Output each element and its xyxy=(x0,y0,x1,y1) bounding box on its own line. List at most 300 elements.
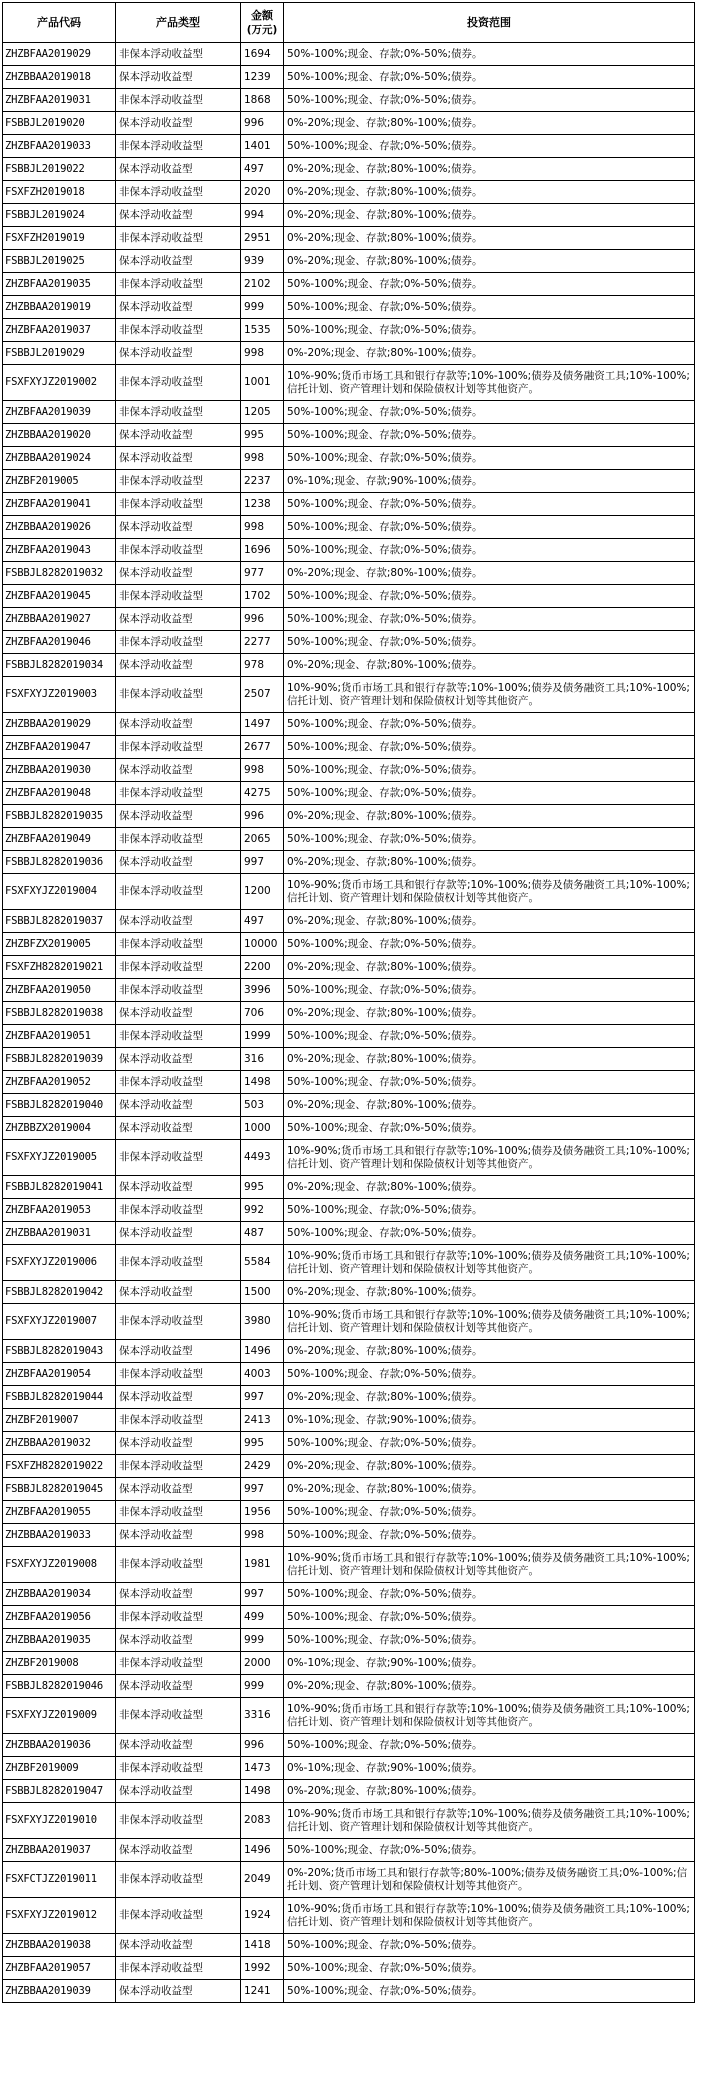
table-row xyxy=(3,1980,695,2003)
product-code-cell: FSBBJL8282019032 xyxy=(3,562,116,585)
product-type-cell: 非保本浮动收益型 xyxy=(116,736,241,759)
table-row xyxy=(3,1025,695,1048)
product-type-cell: 保本浮动收益型 xyxy=(116,1386,241,1409)
product-code-cell: ZHZBBAA2019039 xyxy=(3,1980,116,2003)
product-type-cell: 保本浮动收益型 xyxy=(116,1629,241,1652)
amount-cell: 1535 xyxy=(241,319,284,342)
product-type-cell: 非保本浮动收益型 xyxy=(116,933,241,956)
product-code-cell: FSXFXYJZ2019002 xyxy=(3,365,116,401)
amount-cell: 994 xyxy=(241,204,284,227)
product-code-cell: ZHZBBAA2019036 xyxy=(3,1734,116,1757)
investment-range-cell: 0%-20%;现金、存款;80%-100%;债券。 xyxy=(284,1048,695,1071)
product-type-cell: 保本浮动收益型 xyxy=(116,112,241,135)
table-row xyxy=(3,342,695,365)
product-type-cell: 非保本浮动收益型 xyxy=(116,401,241,424)
investment-range-cell: 0%-20%;现金、存款;80%-100%;债券。 xyxy=(284,181,695,204)
amount-cell: 1981 xyxy=(241,1547,284,1583)
investment-range-cell: 50%-100%;现金、存款;0%-50%;债券。 xyxy=(284,89,695,112)
table-row xyxy=(3,1409,695,1432)
product-code-cell: FSXFXYJZ2019012 xyxy=(3,1898,116,1934)
table-row xyxy=(3,979,695,1002)
product-code-cell: FSBBJL8282019039 xyxy=(3,1048,116,1071)
investment-range-cell: 0%-10%;现金、存款;90%-100%;债券。 xyxy=(284,470,695,493)
investment-range-cell: 0%-10%;现金、存款;90%-100%;债券。 xyxy=(284,1409,695,1432)
investment-range-cell: 0%-20%;现金、存款;80%-100%;债券。 xyxy=(284,204,695,227)
product-type-cell: 非保本浮动收益型 xyxy=(116,1363,241,1386)
amount-cell: 10000 xyxy=(241,933,284,956)
product-type-cell: 保本浮动收益型 xyxy=(116,1675,241,1698)
product-code-cell: FSBBJL2019020 xyxy=(3,112,116,135)
product-type-cell: 非保本浮动收益型 xyxy=(116,89,241,112)
amount-cell: 939 xyxy=(241,250,284,273)
amount-cell: 1956 xyxy=(241,1501,284,1524)
investment-range-cell: 50%-100%;现金、存款;0%-50%;债券。 xyxy=(284,424,695,447)
table-row xyxy=(3,654,695,677)
amount-cell: 1496 xyxy=(241,1839,284,1862)
table-row xyxy=(3,1698,695,1734)
table-header xyxy=(3,3,695,43)
table-row xyxy=(3,112,695,135)
product-type-cell: 非保本浮动收益型 xyxy=(116,1862,241,1898)
product-type-cell: 保本浮动收益型 xyxy=(116,1780,241,1803)
table-row xyxy=(3,631,695,654)
product-type-cell: 保本浮动收益型 xyxy=(116,1002,241,1025)
amount-cell: 497 xyxy=(241,158,284,181)
investment-range-cell: 50%-100%;现金、存款;0%-50%;债券。 xyxy=(284,493,695,516)
product-code-cell: ZHZBBAA2019031 xyxy=(3,1222,116,1245)
investment-range-cell: 0%-10%;现金、存款;90%-100%;债券。 xyxy=(284,1652,695,1675)
investment-range-cell: 50%-100%;现金、存款;0%-50%;债券。 xyxy=(284,1432,695,1455)
product-type-cell: 非保本浮动收益型 xyxy=(116,1803,241,1839)
table-row xyxy=(3,1501,695,1524)
amount-cell: 2507 xyxy=(241,677,284,713)
product-code-cell: FSBBJL8282019047 xyxy=(3,1780,116,1803)
table-row xyxy=(3,66,695,89)
amount-cell: 996 xyxy=(241,112,284,135)
product-code-cell: ZHZBFAA2019057 xyxy=(3,1957,116,1980)
product-code-cell: ZHZBFAA2019046 xyxy=(3,631,116,654)
table-row xyxy=(3,1547,695,1583)
product-type-cell: 非保本浮动收益型 xyxy=(116,956,241,979)
header-range: 投资范围 xyxy=(284,3,695,43)
product-code-cell: FSXFZH2019019 xyxy=(3,227,116,250)
product-type-cell: 非保本浮动收益型 xyxy=(116,539,241,562)
amount-cell: 2020 xyxy=(241,181,284,204)
table-row xyxy=(3,1629,695,1652)
amount-cell: 487 xyxy=(241,1222,284,1245)
investment-range-cell: 50%-100%;现金、存款;0%-50%;债券。 xyxy=(284,713,695,736)
table-row xyxy=(3,1340,695,1363)
investment-range-cell: 50%-100%;现金、存款;0%-50%;债券。 xyxy=(284,759,695,782)
product-code-cell: ZHZBFAA2019054 xyxy=(3,1363,116,1386)
investment-range-cell: 50%-100%;现金、存款;0%-50%;债券。 xyxy=(284,828,695,851)
product-type-cell: 非保本浮动收益型 xyxy=(116,470,241,493)
table-row xyxy=(3,1652,695,1675)
investment-range-cell: 10%-90%;货币市场工具和银行存款等;10%-100%;债券及债务融资工具;10%-100%;信托计划、资产管理计划和保险债权计划等其他资产。 xyxy=(284,677,695,713)
investment-range-cell: 10%-90%;货币市场工具和银行存款等;10%-100%;债券及债务融资工具;10%-100%;信托计划、资产管理计划和保险债权计划等其他资产。 xyxy=(284,1245,695,1281)
amount-cell: 998 xyxy=(241,516,284,539)
product-type-cell: 非保本浮动收益型 xyxy=(116,1957,241,1980)
investment-range-cell: 50%-100%;现金、存款;0%-50%;债券。 xyxy=(284,1117,695,1140)
investment-range-cell: 50%-100%;现金、存款;0%-50%;债券。 xyxy=(284,1583,695,1606)
investment-range-cell: 0%-20%;现金、存款;80%-100%;债券。 xyxy=(284,112,695,135)
table-row xyxy=(3,43,695,66)
product-type-cell: 保本浮动收益型 xyxy=(116,1048,241,1071)
amount-cell: 1418 xyxy=(241,1934,284,1957)
amount-cell: 995 xyxy=(241,1432,284,1455)
product-type-cell: 非保本浮动收益型 xyxy=(116,631,241,654)
product-code-cell: ZHZBFAA2019051 xyxy=(3,1025,116,1048)
investment-range-cell: 0%-20%;现金、存款;80%-100%;债券。 xyxy=(284,562,695,585)
investment-range-cell: 10%-90%;货币市场工具和银行存款等;10%-100%;债券及债务融资工具;10%-100%;信托计划、资产管理计划和保险债权计划等其他资产。 xyxy=(284,1803,695,1839)
product-code-cell: FSBBJL8282019042 xyxy=(3,1281,116,1304)
amount-cell: 996 xyxy=(241,608,284,631)
table-row xyxy=(3,319,695,342)
product-type-cell: 保本浮动收益型 xyxy=(116,654,241,677)
table-row xyxy=(3,1176,695,1199)
product-code-cell: FSBBJL8282019034 xyxy=(3,654,116,677)
investment-range-cell: 50%-100%;现金、存款;0%-50%;债券。 xyxy=(284,1980,695,2003)
investment-range-cell: 0%-20%;现金、存款;80%-100%;债券。 xyxy=(284,956,695,979)
amount-cell: 999 xyxy=(241,296,284,319)
amount-cell: 2413 xyxy=(241,1409,284,1432)
product-code-cell: ZHZBBAA2019027 xyxy=(3,608,116,631)
amount-cell: 1000 xyxy=(241,1117,284,1140)
amount-cell: 997 xyxy=(241,1478,284,1501)
investment-range-cell: 50%-100%;现金、存款;0%-50%;债券。 xyxy=(284,516,695,539)
product-type-cell: 非保本浮动收益型 xyxy=(116,1757,241,1780)
investment-range-cell: 0%-20%;现金、存款;80%-100%;债券。 xyxy=(284,1478,695,1501)
amount-cell: 2429 xyxy=(241,1455,284,1478)
amount-cell: 1992 xyxy=(241,1957,284,1980)
amount-cell: 5584 xyxy=(241,1245,284,1281)
investment-range-cell: 0%-20%;现金、存款;80%-100%;债券。 xyxy=(284,1094,695,1117)
product-code-cell: ZHZBBAA2019038 xyxy=(3,1934,116,1957)
table-row xyxy=(3,1386,695,1409)
table-row xyxy=(3,1222,695,1245)
amount-cell: 992 xyxy=(241,1199,284,1222)
investment-range-cell: 50%-100%;现金、存款;0%-50%;债券。 xyxy=(284,736,695,759)
amount-cell: 1200 xyxy=(241,874,284,910)
product-type-cell: 非保本浮动收益型 xyxy=(116,585,241,608)
investment-range-cell: 50%-100%;现金、存款;0%-50%;债券。 xyxy=(284,273,695,296)
product-code-cell: ZHZBF2019007 xyxy=(3,1409,116,1432)
table-row xyxy=(3,365,695,401)
investment-range-cell: 50%-100%;现金、存款;0%-50%;债券。 xyxy=(284,1629,695,1652)
product-code-cell: ZHZBBAA2019024 xyxy=(3,447,116,470)
investment-range-cell: 10%-90%;货币市场工具和银行存款等;10%-100%;债券及债务融资工具;10%-100%;信托计划、资产管理计划和保险债权计划等其他资产。 xyxy=(284,1898,695,1934)
product-code-cell: ZHZBF2019008 xyxy=(3,1652,116,1675)
table-row xyxy=(3,539,695,562)
table-row xyxy=(3,1757,695,1780)
product-code-cell: FSBBJL8282019038 xyxy=(3,1002,116,1025)
product-type-cell: 非保本浮动收益型 xyxy=(116,828,241,851)
amount-cell: 999 xyxy=(241,1675,284,1698)
product-code-cell: ZHZBFAA2019052 xyxy=(3,1071,116,1094)
investment-range-cell: 0%-20%;现金、存款;80%-100%;债券。 xyxy=(284,1780,695,1803)
investment-range-cell: 0%-20%;货币市场工具和银行存款等;80%-100%;债券及债务融资工具;0%-100%;信托计划、资产管理计划和保险债权计划等其他资产。 xyxy=(284,1862,695,1898)
table-row xyxy=(3,828,695,851)
table-row xyxy=(3,1432,695,1455)
investment-range-cell: 0%-20%;现金、存款;80%-100%;债券。 xyxy=(284,1176,695,1199)
product-code-cell: FSBBJL2019025 xyxy=(3,250,116,273)
product-table xyxy=(2,2,695,2003)
product-type-cell: 非保本浮动收益型 xyxy=(116,677,241,713)
product-code-cell: FSBBJL2019029 xyxy=(3,342,116,365)
investment-range-cell: 0%-20%;现金、存款;80%-100%;债券。 xyxy=(284,1675,695,1698)
product-type-cell: 非保本浮动收益型 xyxy=(116,1245,241,1281)
product-code-cell: ZHZBFAA2019039 xyxy=(3,401,116,424)
table-body xyxy=(3,43,695,2003)
product-code-cell: FSBBJL2019022 xyxy=(3,158,116,181)
table-row xyxy=(3,273,695,296)
table-row xyxy=(3,1957,695,1980)
investment-range-cell: 50%-100%;现金、存款;0%-50%;债券。 xyxy=(284,401,695,424)
table-row xyxy=(3,910,695,933)
investment-range-cell: 10%-90%;货币市场工具和银行存款等;10%-100%;债券及债务融资工具;10%-100%;信托计划、资产管理计划和保险债权计划等其他资产。 xyxy=(284,1140,695,1176)
product-code-cell: ZHZBFAA2019041 xyxy=(3,493,116,516)
product-type-cell: 保本浮动收益型 xyxy=(116,158,241,181)
product-type-cell: 保本浮动收益型 xyxy=(116,1176,241,1199)
amount-cell: 1205 xyxy=(241,401,284,424)
table-row xyxy=(3,562,695,585)
product-code-cell: FSXFXYJZ2019007 xyxy=(3,1304,116,1340)
amount-cell: 1500 xyxy=(241,1281,284,1304)
table-row xyxy=(3,1734,695,1757)
table-row xyxy=(3,493,695,516)
product-code-cell: ZHZBFZX2019005 xyxy=(3,933,116,956)
investment-range-cell: 50%-100%;现金、存款;0%-50%;债券。 xyxy=(284,933,695,956)
product-code-cell: ZHZBBAA2019018 xyxy=(3,66,116,89)
product-type-cell: 非保本浮动收益型 xyxy=(116,1698,241,1734)
investment-range-cell: 0%-20%;现金、存款;80%-100%;债券。 xyxy=(284,1455,695,1478)
investment-range-cell: 0%-20%;现金、存款;80%-100%;债券。 xyxy=(284,250,695,273)
product-type-cell: 非保本浮动收益型 xyxy=(116,1652,241,1675)
table-row xyxy=(3,1281,695,1304)
table-row xyxy=(3,1363,695,1386)
investment-range-cell: 50%-100%;现金、存款;0%-50%;债券。 xyxy=(284,319,695,342)
investment-range-cell: 50%-100%;现金、存款;0%-50%;债券。 xyxy=(284,1222,695,1245)
amount-cell: 3980 xyxy=(241,1304,284,1340)
table-row xyxy=(3,1304,695,1340)
table-row xyxy=(3,204,695,227)
product-type-cell: 保本浮动收益型 xyxy=(116,851,241,874)
amount-cell: 4003 xyxy=(241,1363,284,1386)
investment-range-cell: 50%-100%;现金、存款;0%-50%;债券。 xyxy=(284,296,695,319)
product-code-cell: ZHZBFAA2019031 xyxy=(3,89,116,112)
amount-cell: 997 xyxy=(241,851,284,874)
product-type-cell: 非保本浮动收益型 xyxy=(116,782,241,805)
product-code-cell: FSBBJL8282019041 xyxy=(3,1176,116,1199)
investment-range-cell: 50%-100%;现金、存款;0%-50%;债券。 xyxy=(284,43,695,66)
amount-cell: 1999 xyxy=(241,1025,284,1048)
product-type-cell: 保本浮动收益型 xyxy=(116,1583,241,1606)
investment-range-cell: 10%-90%;货币市场工具和银行存款等;10%-100%;债券及债务融资工具;10%-100%;信托计划、资产管理计划和保险债权计划等其他资产。 xyxy=(284,1304,695,1340)
product-type-cell: 保本浮动收益型 xyxy=(116,1734,241,1757)
table-row xyxy=(3,1245,695,1281)
product-code-cell: ZHZBBAA2019020 xyxy=(3,424,116,447)
product-type-cell: 非保本浮动收益型 xyxy=(116,273,241,296)
investment-range-cell: 50%-100%;现金、存款;0%-50%;债券。 xyxy=(284,1199,695,1222)
table-row xyxy=(3,1117,695,1140)
amount-cell: 4275 xyxy=(241,782,284,805)
table-row xyxy=(3,1839,695,1862)
product-type-cell: 非保本浮动收益型 xyxy=(116,1547,241,1583)
product-type-cell: 保本浮动收益型 xyxy=(116,759,241,782)
table-row xyxy=(3,1478,695,1501)
product-type-cell: 保本浮动收益型 xyxy=(116,805,241,828)
product-type-cell: 非保本浮动收益型 xyxy=(116,135,241,158)
table-row xyxy=(3,1583,695,1606)
table-row xyxy=(3,1199,695,1222)
investment-range-cell: 50%-100%;现金、存款;0%-50%;债券。 xyxy=(284,66,695,89)
product-code-cell: FSXFXYJZ2019006 xyxy=(3,1245,116,1281)
header-code: 产品代码 xyxy=(3,3,116,43)
product-code-cell: ZHZBBAA2019035 xyxy=(3,1629,116,1652)
investment-range-cell: 0%-20%;现金、存款;80%-100%;债券。 xyxy=(284,654,695,677)
investment-range-cell: 50%-100%;现金、存款;0%-50%;债券。 xyxy=(284,447,695,470)
product-type-cell: 保本浮动收益型 xyxy=(116,447,241,470)
product-type-cell: 保本浮动收益型 xyxy=(116,424,241,447)
table-row xyxy=(3,1934,695,1957)
header-amount-unit: (万元) xyxy=(246,23,278,36)
product-code-cell: ZHZBFAA2019056 xyxy=(3,1606,116,1629)
product-type-cell: 保本浮动收益型 xyxy=(116,1117,241,1140)
product-code-cell: ZHZBBAA2019026 xyxy=(3,516,116,539)
table-row xyxy=(3,608,695,631)
investment-range-cell: 0%-20%;现金、存款;80%-100%;债券。 xyxy=(284,1340,695,1363)
product-type-cell: 保本浮动收益型 xyxy=(116,1524,241,1547)
amount-cell: 977 xyxy=(241,562,284,585)
product-type-cell: 保本浮动收益型 xyxy=(116,1839,241,1862)
product-type-cell: 保本浮动收益型 xyxy=(116,1281,241,1304)
product-type-cell: 非保本浮动收益型 xyxy=(116,1501,241,1524)
product-code-cell: ZHZBFAA2019035 xyxy=(3,273,116,296)
amount-cell: 503 xyxy=(241,1094,284,1117)
product-type-cell: 非保本浮动收益型 xyxy=(116,493,241,516)
table-row xyxy=(3,1862,695,1898)
table-row xyxy=(3,1780,695,1803)
investment-range-cell: 0%-20%;现金、存款;80%-100%;债券。 xyxy=(284,227,695,250)
table-row xyxy=(3,956,695,979)
product-code-cell: FSXFXYJZ2019010 xyxy=(3,1803,116,1839)
amount-cell: 1496 xyxy=(241,1340,284,1363)
product-type-cell: 非保本浮动收益型 xyxy=(116,319,241,342)
product-type-cell: 非保本浮动收益型 xyxy=(116,979,241,1002)
product-code-cell: ZHZBFAA2019050 xyxy=(3,979,116,1002)
product-code-cell: FSBBJL2019024 xyxy=(3,204,116,227)
product-code-cell: ZHZBFAA2019053 xyxy=(3,1199,116,1222)
amount-cell: 995 xyxy=(241,1176,284,1199)
amount-cell: 4493 xyxy=(241,1140,284,1176)
amount-cell: 999 xyxy=(241,1629,284,1652)
product-code-cell: FSBBJL8282019035 xyxy=(3,805,116,828)
amount-cell: 499 xyxy=(241,1606,284,1629)
amount-cell: 998 xyxy=(241,759,284,782)
amount-cell: 706 xyxy=(241,1002,284,1025)
amount-cell: 1241 xyxy=(241,1980,284,2003)
product-type-cell: 非保本浮动收益型 xyxy=(116,227,241,250)
investment-range-cell: 50%-100%;现金、存款;0%-50%;债券。 xyxy=(284,608,695,631)
amount-cell: 1238 xyxy=(241,493,284,516)
table-row xyxy=(3,296,695,319)
table-row xyxy=(3,933,695,956)
investment-range-cell: 0%-20%;现金、存款;80%-100%;债券。 xyxy=(284,158,695,181)
product-type-cell: 非保本浮动收益型 xyxy=(116,1140,241,1176)
table-row xyxy=(3,1140,695,1176)
amount-cell: 2102 xyxy=(241,273,284,296)
investment-range-cell: 50%-100%;现金、存款;0%-50%;债券。 xyxy=(284,1524,695,1547)
product-code-cell: FSXFXYJZ2019005 xyxy=(3,1140,116,1176)
product-type-cell: 非保本浮动收益型 xyxy=(116,874,241,910)
product-type-cell: 非保本浮动收益型 xyxy=(116,1409,241,1432)
investment-range-cell: 10%-90%;货币市场工具和银行存款等;10%-100%;债券及债务融资工具;10%-100%;信托计划、资产管理计划和保险债权计划等其他资产。 xyxy=(284,1698,695,1734)
product-type-cell: 非保本浮动收益型 xyxy=(116,1304,241,1340)
investment-range-cell: 0%-20%;现金、存款;80%-100%;债券。 xyxy=(284,1281,695,1304)
product-type-cell: 非保本浮动收益型 xyxy=(116,1199,241,1222)
product-code-cell: ZHZBBAA2019030 xyxy=(3,759,116,782)
amount-cell: 978 xyxy=(241,654,284,677)
product-type-cell: 非保本浮动收益型 xyxy=(116,43,241,66)
table-row xyxy=(3,1071,695,1094)
investment-range-cell: 50%-100%;现金、存款;0%-50%;债券。 xyxy=(284,1363,695,1386)
investment-range-cell: 50%-100%;现金、存款;0%-50%;债券。 xyxy=(284,585,695,608)
investment-range-cell: 0%-20%;现金、存款;80%-100%;债券。 xyxy=(284,910,695,933)
product-type-cell: 保本浮动收益型 xyxy=(116,608,241,631)
amount-cell: 1239 xyxy=(241,66,284,89)
amount-cell: 996 xyxy=(241,1734,284,1757)
investment-range-cell: 0%-20%;现金、存款;80%-100%;债券。 xyxy=(284,851,695,874)
table-row xyxy=(3,1606,695,1629)
amount-cell: 995 xyxy=(241,424,284,447)
investment-range-cell: 50%-100%;现金、存款;0%-50%;债券。 xyxy=(284,1071,695,1094)
amount-cell: 2083 xyxy=(241,1803,284,1839)
product-code-cell: ZHZBFAA2019043 xyxy=(3,539,116,562)
table-row xyxy=(3,677,695,713)
header-amount-label: 金额 xyxy=(251,8,273,22)
product-type-cell: 保本浮动收益型 xyxy=(116,1340,241,1363)
product-type-cell: 非保本浮动收益型 xyxy=(116,181,241,204)
table-row xyxy=(3,585,695,608)
product-type-cell: 保本浮动收益型 xyxy=(116,516,241,539)
amount-cell: 2237 xyxy=(241,470,284,493)
amount-cell: 1868 xyxy=(241,89,284,112)
table-row xyxy=(3,759,695,782)
table-row xyxy=(3,1803,695,1839)
product-type-cell: 非保本浮动收益型 xyxy=(116,1455,241,1478)
product-code-cell: ZHZBF2019009 xyxy=(3,1757,116,1780)
investment-range-cell: 50%-100%;现金、存款;0%-50%;债券。 xyxy=(284,979,695,1002)
product-code-cell: ZHZBFAA2019049 xyxy=(3,828,116,851)
amount-cell: 1497 xyxy=(241,713,284,736)
table-row xyxy=(3,135,695,158)
table-row xyxy=(3,89,695,112)
investment-range-cell: 50%-100%;现金、存款;0%-50%;债券。 xyxy=(284,1606,695,1629)
product-code-cell: ZHZBBAA2019034 xyxy=(3,1583,116,1606)
investment-range-cell: 50%-100%;现金、存款;0%-50%;债券。 xyxy=(284,1734,695,1757)
amount-cell: 998 xyxy=(241,342,284,365)
product-type-cell: 非保本浮动收益型 xyxy=(116,1606,241,1629)
product-code-cell: ZHZBFAA2019055 xyxy=(3,1501,116,1524)
product-type-cell: 非保本浮动收益型 xyxy=(116,365,241,401)
table-row xyxy=(3,1898,695,1934)
amount-cell: 1473 xyxy=(241,1757,284,1780)
product-code-cell: ZHZBF2019005 xyxy=(3,470,116,493)
product-code-cell: FSBBJL8282019045 xyxy=(3,1478,116,1501)
product-code-cell: FSXFZH2019018 xyxy=(3,181,116,204)
investment-range-cell: 50%-100%;现金、存款;0%-50%;债券。 xyxy=(284,135,695,158)
product-code-cell: ZHZBBZX2019004 xyxy=(3,1117,116,1140)
